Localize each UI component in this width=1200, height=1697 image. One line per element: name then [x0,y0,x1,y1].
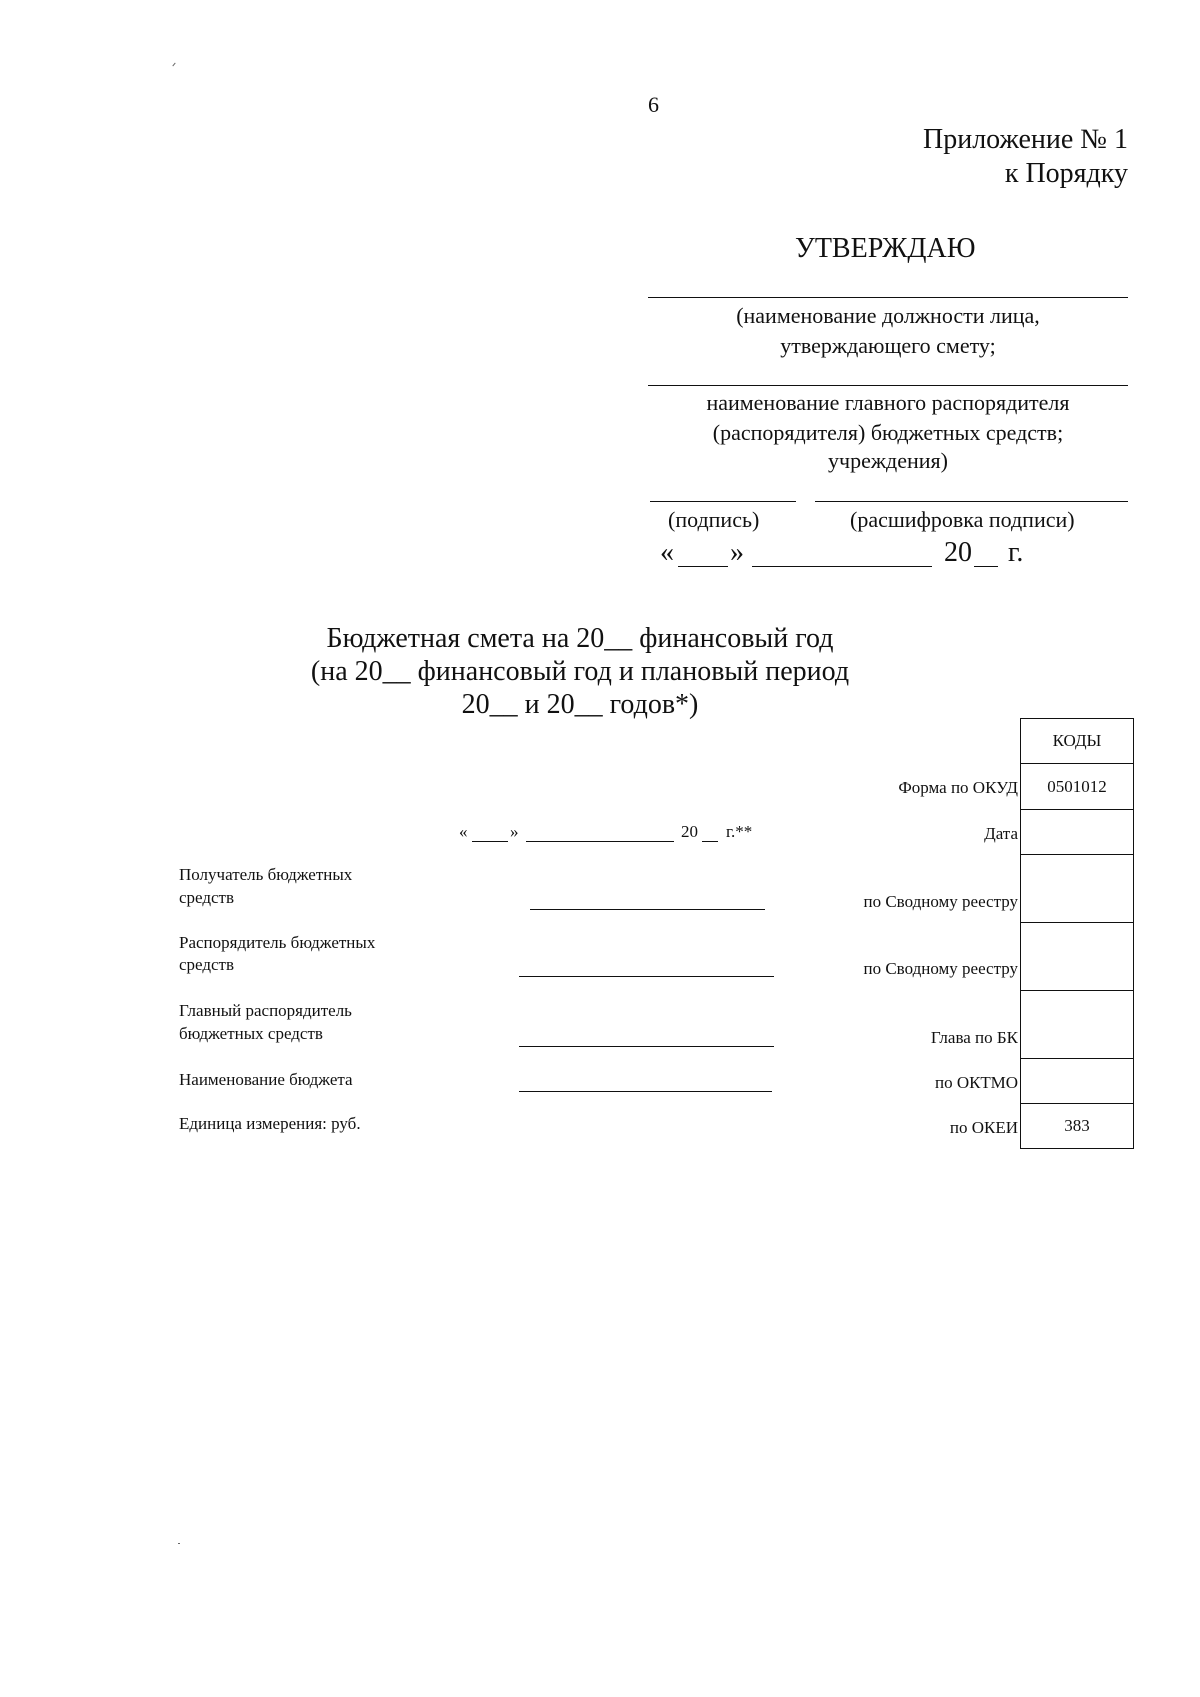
approval-date-year: 20 [944,537,972,568]
decode-line [815,501,1128,502]
form-date-year-line [702,841,718,842]
recipient-field[interactable] [530,909,765,910]
okud-label: Форма по ОКУД [898,778,1018,797]
approval-date-year-line [974,566,998,567]
codes-table [1020,718,1134,1149]
manager-field[interactable] [519,976,774,977]
unit-label: Единица измерения: руб. [179,1114,361,1133]
okei-label: по ОКЕИ [949,1118,1018,1137]
appendix-title: Приложение № 1 [923,124,1128,155]
oktmo-label: по ОКТМО [934,1073,1018,1092]
position-caption-1: (наименование должности лица, [736,303,1040,328]
document-title-2: (на 20__ финансовый год и плановый период [310,656,850,687]
budget-name-label: Наименование бюджета [179,1070,353,1089]
bk-code[interactable] [1021,991,1134,1059]
approval-date-month-line [752,566,932,567]
date-code[interactable] [1021,810,1134,855]
manager-line [648,385,1128,386]
oktmo-code[interactable] [1021,1059,1134,1104]
approval-date-day-line [678,566,728,567]
date-label: Дата [984,824,1018,843]
form-date-close: » [510,822,519,841]
form-date-open: « [459,822,468,841]
form-date-month-line [526,841,674,842]
signature-caption: (подпись) [668,507,760,532]
signature-line [650,501,796,502]
scan-mark-bottom [178,1543,180,1544]
codes-header: КОДЫ [1021,719,1134,764]
okud-code: 0501012 [1021,764,1134,810]
bk-label: Глава по БК [930,1028,1018,1047]
position-caption-2: утверждающего смету; [780,333,996,358]
recipient-label-2: средств [179,888,235,907]
chief-label-1: Главный распорядитель [179,1001,352,1020]
page-number: 6 [648,92,659,117]
position-line [648,297,1128,298]
okei-code: 383 [1021,1104,1134,1149]
form-date-year: 20 [681,822,698,841]
registry-code-1[interactable] [1021,855,1134,923]
approval-date-open: « [660,537,674,568]
manager-label-1: Распорядитель бюджетных [179,933,376,952]
appendix-subtitle: к Порядку [1004,158,1128,189]
decode-caption: (расшифровка подписи) [850,507,1075,532]
form-date-suffix: г.** [726,822,753,841]
manager-caption-3: учреждения) [828,448,948,473]
document-title-1: Бюджетная смета на 20__ финансовый год [326,623,834,654]
chief-label-2: бюджетных средств [179,1024,323,1043]
budget-name-field[interactable] [519,1091,772,1092]
manager-caption-1: наименование главного распорядителя [706,390,1070,415]
scan-mark [172,63,175,67]
manager-label-2: средств [179,955,235,974]
registry-code-2[interactable] [1021,923,1134,991]
chief-field[interactable] [519,1046,774,1047]
approval-date-close: » [730,537,744,568]
recipient-label-1: Получатель бюджетных [179,865,353,884]
approval-date-suffix: г. [1008,537,1024,568]
approval-heading: УТВЕРЖДАЮ [795,233,976,264]
registry-label-2: по Сводному реестру [863,959,1018,978]
manager-caption-2: (распорядителя) бюджетных средств; [712,420,1064,445]
document-title-3: 20__ и 20__ годов*) [461,689,699,720]
registry-label-1: по Сводному реестру [863,892,1018,911]
form-date-day-line [472,841,508,842]
